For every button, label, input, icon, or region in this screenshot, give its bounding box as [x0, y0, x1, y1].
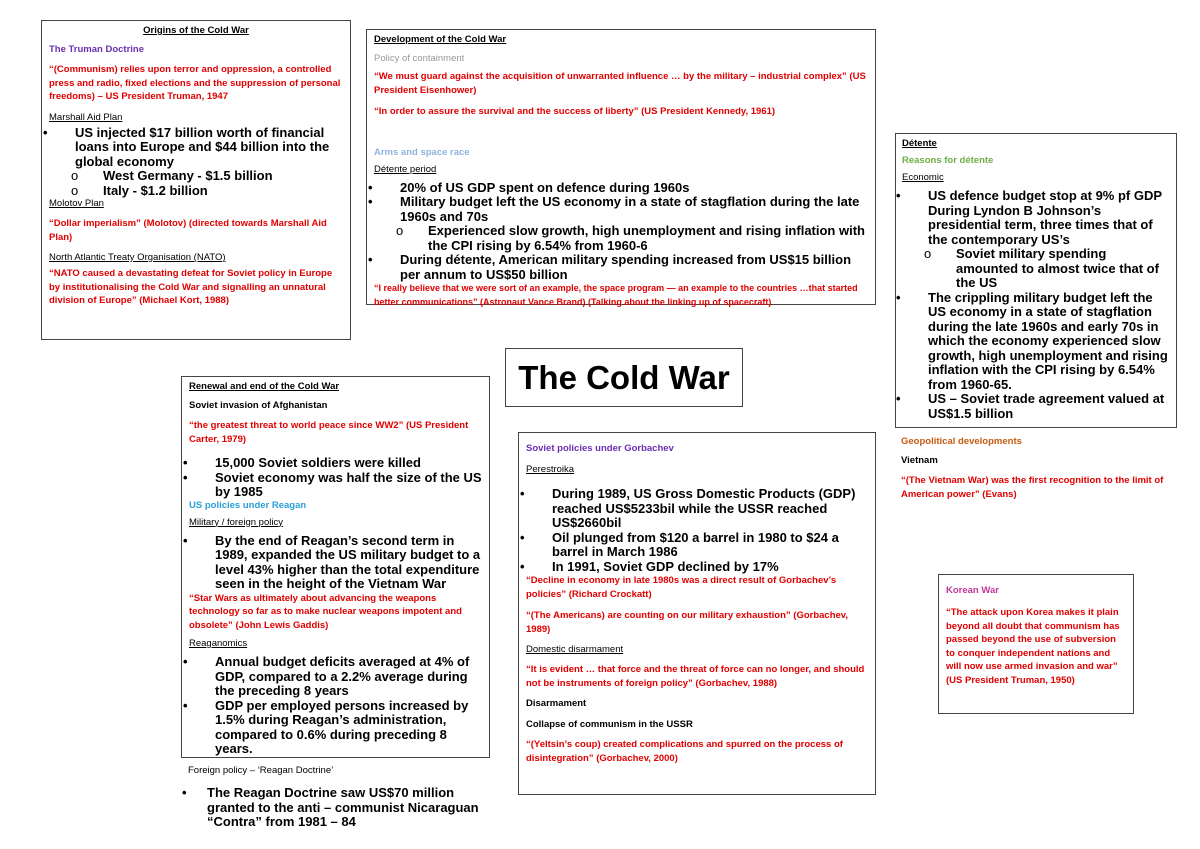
geopolitical-label: Geopolitical developments: [901, 436, 1022, 447]
reaganomics-bullet: • GDP per employed persons increased by 1.5% during Reagan’s administration, compared to 0.6% during preceding 8 years.: [189, 699, 482, 757]
development-list: [374, 181, 868, 283]
marshall-bullet: • US injected $17 billion worth of financial loans into Europe and $44 billion into the global economy: [49, 126, 343, 170]
detente-sub-bullet: o Soviet military spending amounted to almost twice that of the US: [902, 247, 1170, 291]
korea-heading: Korean War: [946, 585, 999, 596]
origins-panel: [41, 20, 351, 340]
reasons-label: Reasons for détente: [902, 155, 994, 166]
development-bullet: • Military budget left the US economy in a state of stagflation during the late 1960s and 70s: [374, 195, 868, 224]
force-quote: “It is evident … that force and the threat of force can no longer, and should not be instruments of foreign policy” (Gorbachev, 1988): [526, 664, 865, 689]
afghan-list: [189, 456, 482, 500]
development-heading: Development of the Cold War: [374, 34, 507, 45]
korea-panel: [938, 574, 1134, 714]
reagan-label: US policies under Reagan: [189, 499, 307, 511]
marshall-list: [49, 126, 343, 199]
afghan-bullet: • 15,000 Soviet soldiers were killed: [189, 456, 482, 471]
eisenhower-quote: “We must guard against the acquisition of unwarranted influence … by the military – industrial complex” (US President Eisenhower): [374, 71, 866, 96]
title-box: [505, 348, 743, 407]
military-policy-label: Military / foreign policy: [189, 516, 283, 528]
crockatt-quote: “Decline in economy in late 1980s was a direct result of Gorbachev’s policies” (Richard Crockatt): [526, 575, 837, 600]
nato-label: North Atlantic Treaty Organisation (NATO): [49, 252, 226, 263]
vietnam-quote: “(The Vietnam War) was the first recognition to the limit of American power” (Evans): [901, 475, 1164, 500]
detente-period-label: Détente period: [374, 163, 437, 175]
marshall-sub-bullet: o Italy - $1.2 billion: [49, 184, 343, 199]
molotov-label: Molotov Plan: [49, 198, 104, 209]
detente-panel: [895, 133, 1177, 428]
truman-quote: “(Communism) relies upon terror and oppression, a controlled press and radio, fixed elections and the suppression of personal freedoms) – US President Truman, 1947: [49, 64, 341, 102]
vietnam-label: Vietnam: [901, 455, 938, 466]
page-title: The Cold War: [518, 358, 730, 396]
korea-quote: “The attack upon Korea makes it plain beyond all doubt that communism has passed beyond the use of subversion to conquer independent nations and will now use armed invasion and war” (US President Truman, 1950): [946, 607, 1120, 686]
detente-heading: Détente: [902, 138, 937, 149]
reagan-doctrine-section: [188, 765, 488, 830]
arms-race-label: Arms and space race: [374, 146, 470, 158]
afghan-label: Soviet invasion of Afghanistan: [189, 400, 328, 411]
gorbachev-heading: Soviet policies under Gorbachev: [526, 443, 674, 454]
detente-bullet: • US – Soviet trade agreement valued at US$1.5 billion: [902, 392, 1170, 421]
perestroika-label: Perestroika: [526, 464, 575, 475]
detente-bullet: • The crippling military budget left the US economy in a state of stagflation during the late 1960s and early 70s in which the economy experienced slow growth, high unemployment and rising inflation with the CPI rising by 6.54% from 1960-65.: [902, 291, 1170, 393]
renewal-panel: [181, 376, 490, 758]
renewal-heading: Renewal and end of the Cold War: [189, 381, 340, 392]
containment-label: Policy of containment: [374, 53, 465, 64]
perestroika-list: [526, 487, 868, 574]
molotov-quote: “Dollar imperialism” (Molotov) (directed towards Marshall Aid Plan): [49, 218, 327, 243]
exhaustion-quote: “(The Americans) are counting on our military exhaustion” (Gorbachev, 1989): [526, 610, 849, 635]
reaganomics-bullet: • Annual budget deficits averaged at 4% of GDP, compared to a 2.2% average during the preceding 8 years: [189, 655, 482, 699]
marshall-sub-bullet: o West Germany - $1.5 billion: [49, 169, 343, 184]
economic-label: Economic: [902, 172, 944, 183]
reagan-doctrine-label: Foreign policy – ‘Reagan Doctrine’: [188, 765, 334, 776]
military-list: [189, 534, 482, 592]
geopolitical-section: [901, 430, 1191, 505]
marshall-label: Marshall Aid Plan: [49, 111, 123, 123]
perestroika-bullet: • During 1989, US Gross Domestic Products (GDP) reached US$5233bil while the USSR reached US$2660bil: [526, 487, 868, 531]
development-bullet: • During détente, American military spending increased from US$15 billion per annum to US$50 billion: [374, 253, 868, 282]
collapse-label: Collapse of communism in the USSR: [526, 719, 693, 730]
reagan-doctrine-list: [188, 786, 488, 830]
vance-brand-quote: “I really believe that we were sort of an example, the space program — an example to the countries …that started better communications” (Astronaut Vance Brand) (Talking about the linking up of spacecraft): [374, 283, 858, 307]
domestic-disarmament-label: Domestic disarmament: [526, 644, 624, 655]
gorbachev-panel: [518, 432, 876, 795]
nato-quote: “NATO caused a devastating defeat for Soviet policy in Europe by institutionalising the Cold War and signalling an unnatural division of Europe” (Michael Kort, 1988): [49, 268, 333, 306]
development-sub-bullet: o Experienced slow growth, high unemployment and rising inflation with the CPI rising by 6.54% from 1960-6: [374, 224, 868, 253]
development-panel: [366, 29, 876, 305]
disarmament-label: Disarmament: [526, 698, 587, 709]
reaganomics-label: Reaganomics: [189, 638, 248, 649]
gaddis-quote: “Star Wars as ultimately about advancing the weapons technology so far as to make nuclear weapons impotent and obsolete” (John Lewis Gaddis): [189, 592, 462, 631]
truman-doctrine-label: The Truman Doctrine: [49, 44, 145, 55]
reaganomics-list: [189, 655, 482, 757]
perestroika-bullet: • Oil plunged from $120 a barrel in 1980 to $24 a barrel in March 1986: [526, 531, 868, 560]
perestroika-bullet: • In 1991, Soviet GDP declined by 17%: [526, 560, 868, 575]
kennedy-quote: “In order to assure the survival and the success of liberty” (US President Kennedy, 1961): [374, 106, 776, 117]
yeltsin-quote: “(Yeltsin’s coup) created complications and spurred on the process of disintegration” (Gorbachev, 2000): [526, 739, 843, 764]
reagan-doctrine-bullet: • The Reagan Doctrine saw US$70 million granted to the anti – communist Nicaraguan “Contra” from 1981 – 84: [188, 786, 488, 830]
development-bullet: • 20% of US GDP spent on defence during 1960s: [374, 181, 868, 196]
military-bullet: • By the end of Reagan’s second term in 1989, expanded the US military budget to a level 43% higher than the total expenditure seen in the height of the Vietnam War: [189, 534, 482, 592]
detente-bullet: • US defence budget stop at 9% pf GDP During Lyndon B Johnson’s presidential term, three times that of the contemporary US’s: [902, 189, 1170, 247]
detente-list: [902, 189, 1170, 421]
carter-quote: “the greatest threat to world peace since WW2” (US President Carter, 1979): [189, 420, 469, 445]
afghan-bullet: • Soviet economy was half the size of the US by 1985: [189, 471, 482, 500]
origins-heading: Origins of the Cold War: [143, 25, 249, 36]
